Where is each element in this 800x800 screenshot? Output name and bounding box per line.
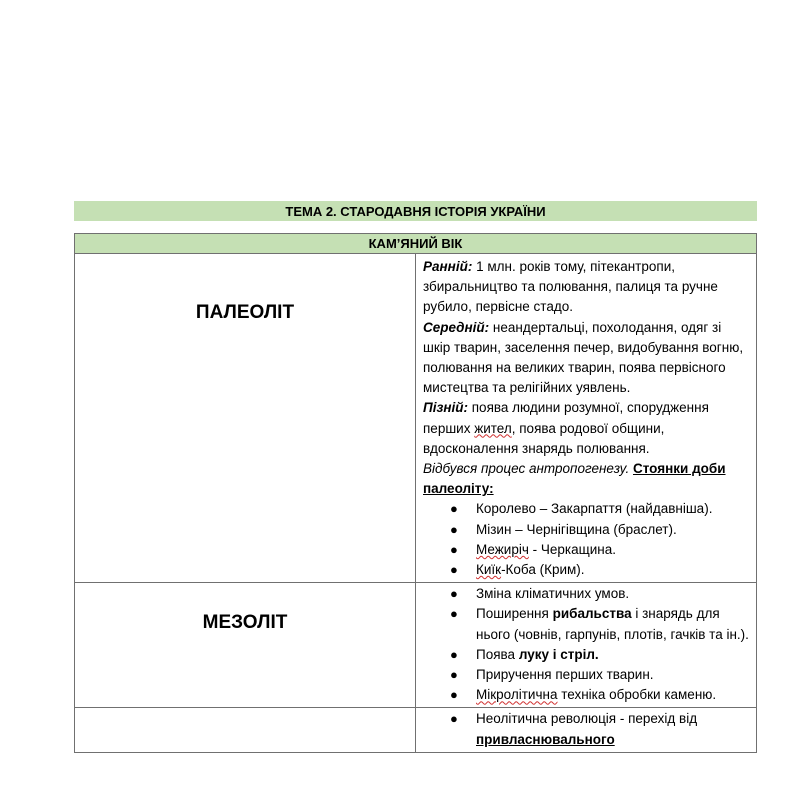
early-paragraph [423, 257, 750, 318]
bullet-icon: ● [450, 521, 458, 537]
features-list [423, 584, 750, 705]
list-item [450, 645, 750, 665]
site-text: Мізин – Чернігівщина (браслет). [476, 521, 677, 537]
item-text-end: техніка обробки каменю. [557, 687, 717, 703]
topic-title: ТЕМА 2. СТАРОДАВНЯ ІСТОРІЯ УКРАЇНИ [74, 201, 757, 221]
site-text: -Коба (Крим). [501, 562, 585, 578]
early-label: Ранній: [423, 259, 473, 274]
period-cell [75, 708, 416, 752]
description-cell [416, 708, 757, 752]
period-cell [75, 254, 416, 583]
stone-age-table [74, 233, 757, 747]
list-item [450, 709, 750, 749]
late-text-end: , поява родової общини, вдосконалення знарядь полювання. [423, 420, 665, 456]
bullet-icon: ● [450, 586, 458, 602]
late-text: поява людини розумної, спорудження перших [423, 400, 709, 436]
table-row [75, 708, 757, 752]
item-text: Зміна кліматичних умов. [476, 586, 630, 602]
table-header: КАМ’ЯНИЙ ВІК [75, 234, 757, 254]
sites-list [423, 499, 750, 580]
process-text: Відбувся процес антропогенезу. [423, 461, 630, 477]
list-item [450, 665, 750, 685]
period-title: ПАЛЕОЛІТ [195, 302, 295, 323]
description-cell [416, 254, 757, 583]
middle-paragraph [423, 318, 750, 399]
site-name: Киїк [476, 562, 502, 578]
list-item [450, 520, 750, 540]
process-paragraph [423, 459, 750, 499]
period-title: МЕЗОЛІТ [202, 612, 288, 634]
late-label: Пізній: [423, 400, 468, 416]
sites-title: Стоянки доби палеоліту: [423, 461, 726, 497]
site-text: - Черкащина. [528, 541, 616, 557]
item-text: Поява [476, 646, 519, 662]
period-cell [75, 583, 416, 708]
late-text-word: жител [474, 420, 512, 436]
site-name: Межиріч [476, 541, 529, 557]
late-paragraph [423, 398, 750, 459]
list-item [450, 540, 750, 560]
bullet-icon: ● [450, 667, 458, 683]
item-bold: луку і стріл. [518, 646, 599, 662]
bullet-icon: ● [450, 501, 458, 517]
item-text: Приручення перших тварин. [476, 667, 654, 683]
bullet-icon: ● [450, 646, 458, 662]
features-list [423, 709, 750, 749]
table-row [75, 254, 757, 583]
table-row [75, 583, 757, 708]
middle-label: Середній: [423, 319, 490, 335]
bullet-icon: ● [450, 687, 458, 703]
list-item [450, 685, 750, 705]
item-bold: рибальства [552, 606, 632, 622]
bullet-icon: ● [450, 606, 458, 622]
list-item [450, 560, 750, 580]
middle-text: неандертальці, похолодання, одяг зі шкір тварин, заселення печер, видобування вогню, полювання на великих тварин, поява первісного мистецтва та релігійних уявлень. [423, 319, 744, 396]
bullet-icon: ● [450, 541, 458, 557]
early-text: 1 млн. років тому, пітекантропи, збиральництво та полювання, палиця та ручне рубило, первісне стадо. [423, 259, 718, 315]
bullet-icon: ● [450, 562, 458, 578]
item-bold: привласнювального [476, 731, 615, 747]
item-text: Поширення [476, 606, 553, 622]
bullet-icon: ● [450, 711, 458, 727]
item-word: Мікролітична [476, 687, 558, 703]
list-item [450, 604, 750, 644]
list-item [450, 499, 750, 519]
description-cell [416, 583, 757, 708]
item-text: Неолітична революція - перехід від [476, 711, 698, 727]
site-text: Королево – Закарпаття (найдавніша). [476, 501, 713, 517]
item-text-end: і знарядь для нього (човнів, гарпунів, плотів, гачків та ін.). [476, 606, 749, 642]
list-item [450, 584, 750, 604]
